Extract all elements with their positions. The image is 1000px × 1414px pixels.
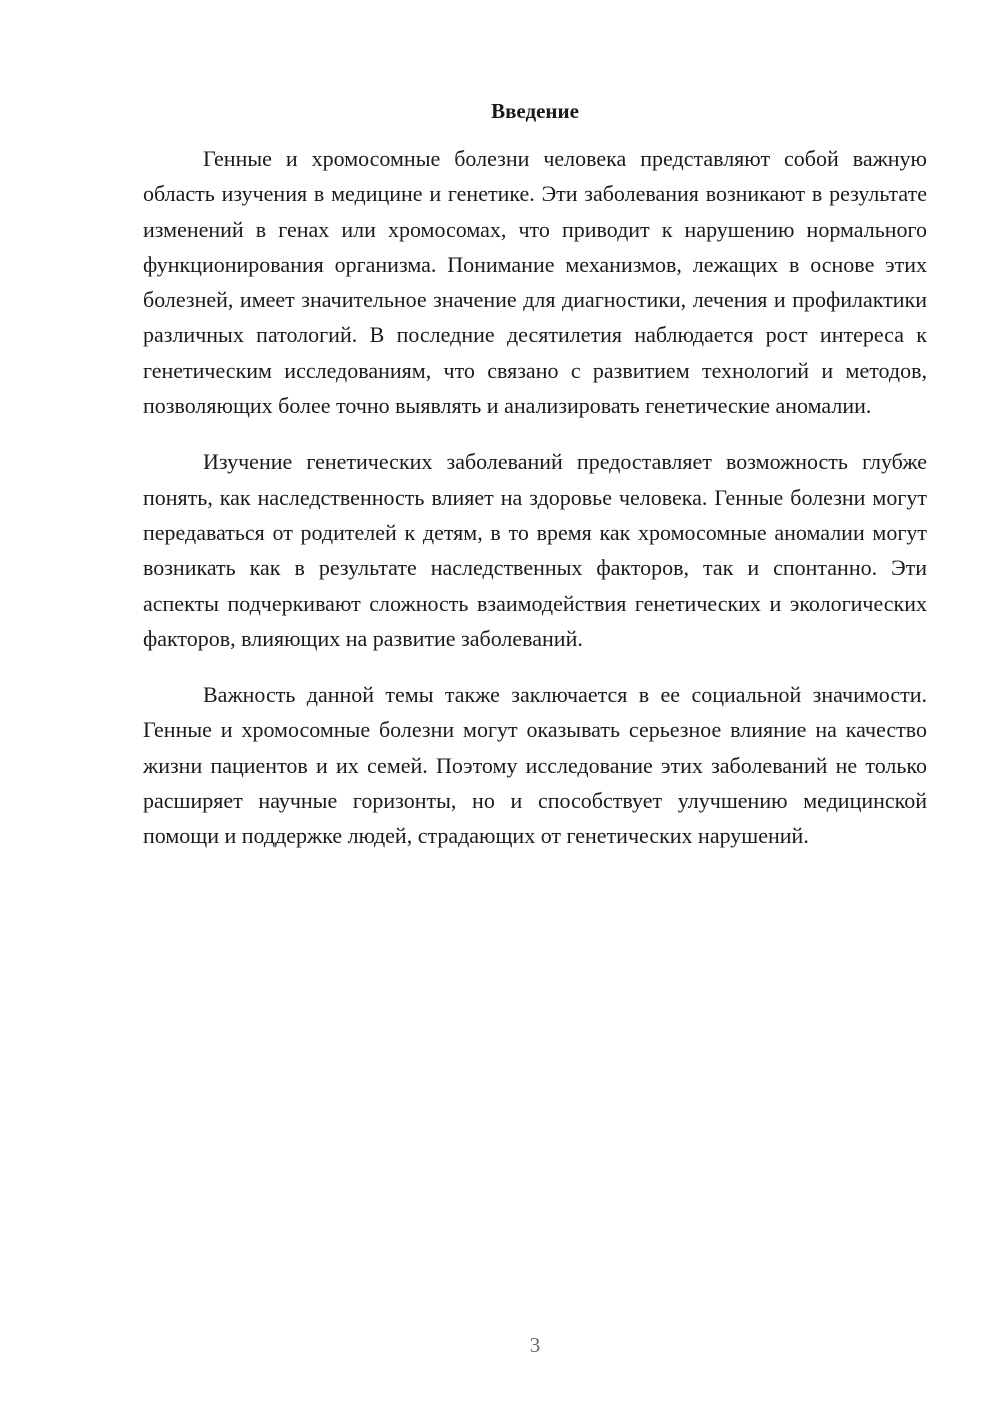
section-title: Введение (491, 99, 579, 123)
paragraph-2: Изучение генетических заболеваний предоставляет возможность глубже понять, как наследственность влияет на здоровье человека. Генные болезни могут передаваться от родителей к детям, в то время как хромосомные аномалии могут возникать как в результате наследственных факторов, так и спонтанно. Эти аспекты подчеркивают сложность взаимодействия генетических и экологических факторов, влияющих на развитие заболеваний. (143, 449, 927, 651)
paragraph-3: Важность данной темы также заключается в ее социальной значимости. Генные и хромосомные болезни могут оказывать серьезное влияние на качество жизни пациентов и их семей. Поэтому исследование этих заболеваний не только расширяет научные горизонты, но и способствует улучшению медицинской помощи и поддержке людей, страдающих от генетических нарушений. (143, 682, 927, 849)
document-body (143, 141, 927, 854)
page-number: 3 (529, 1333, 541, 1357)
paragraph-1: Генные и хромосомные болезни человека представляют собой важную область изучения в медицине и генетике. Эти заболевания возникают в результате изменений в генах или хромосомах, что приводит к нарушению нормального функционирования организма. Понимание механизмов, лежащих в основе этих болезней, имеет значительное значение для диагностики, лечения и профилактики различных патологий. В последние десятилетия наблюдается рост интереса к генетическим исследованиям, что связано с развитием технологий и методов, позволяющих более точно выявлять и анализировать генетические аномалии. (143, 146, 927, 419)
